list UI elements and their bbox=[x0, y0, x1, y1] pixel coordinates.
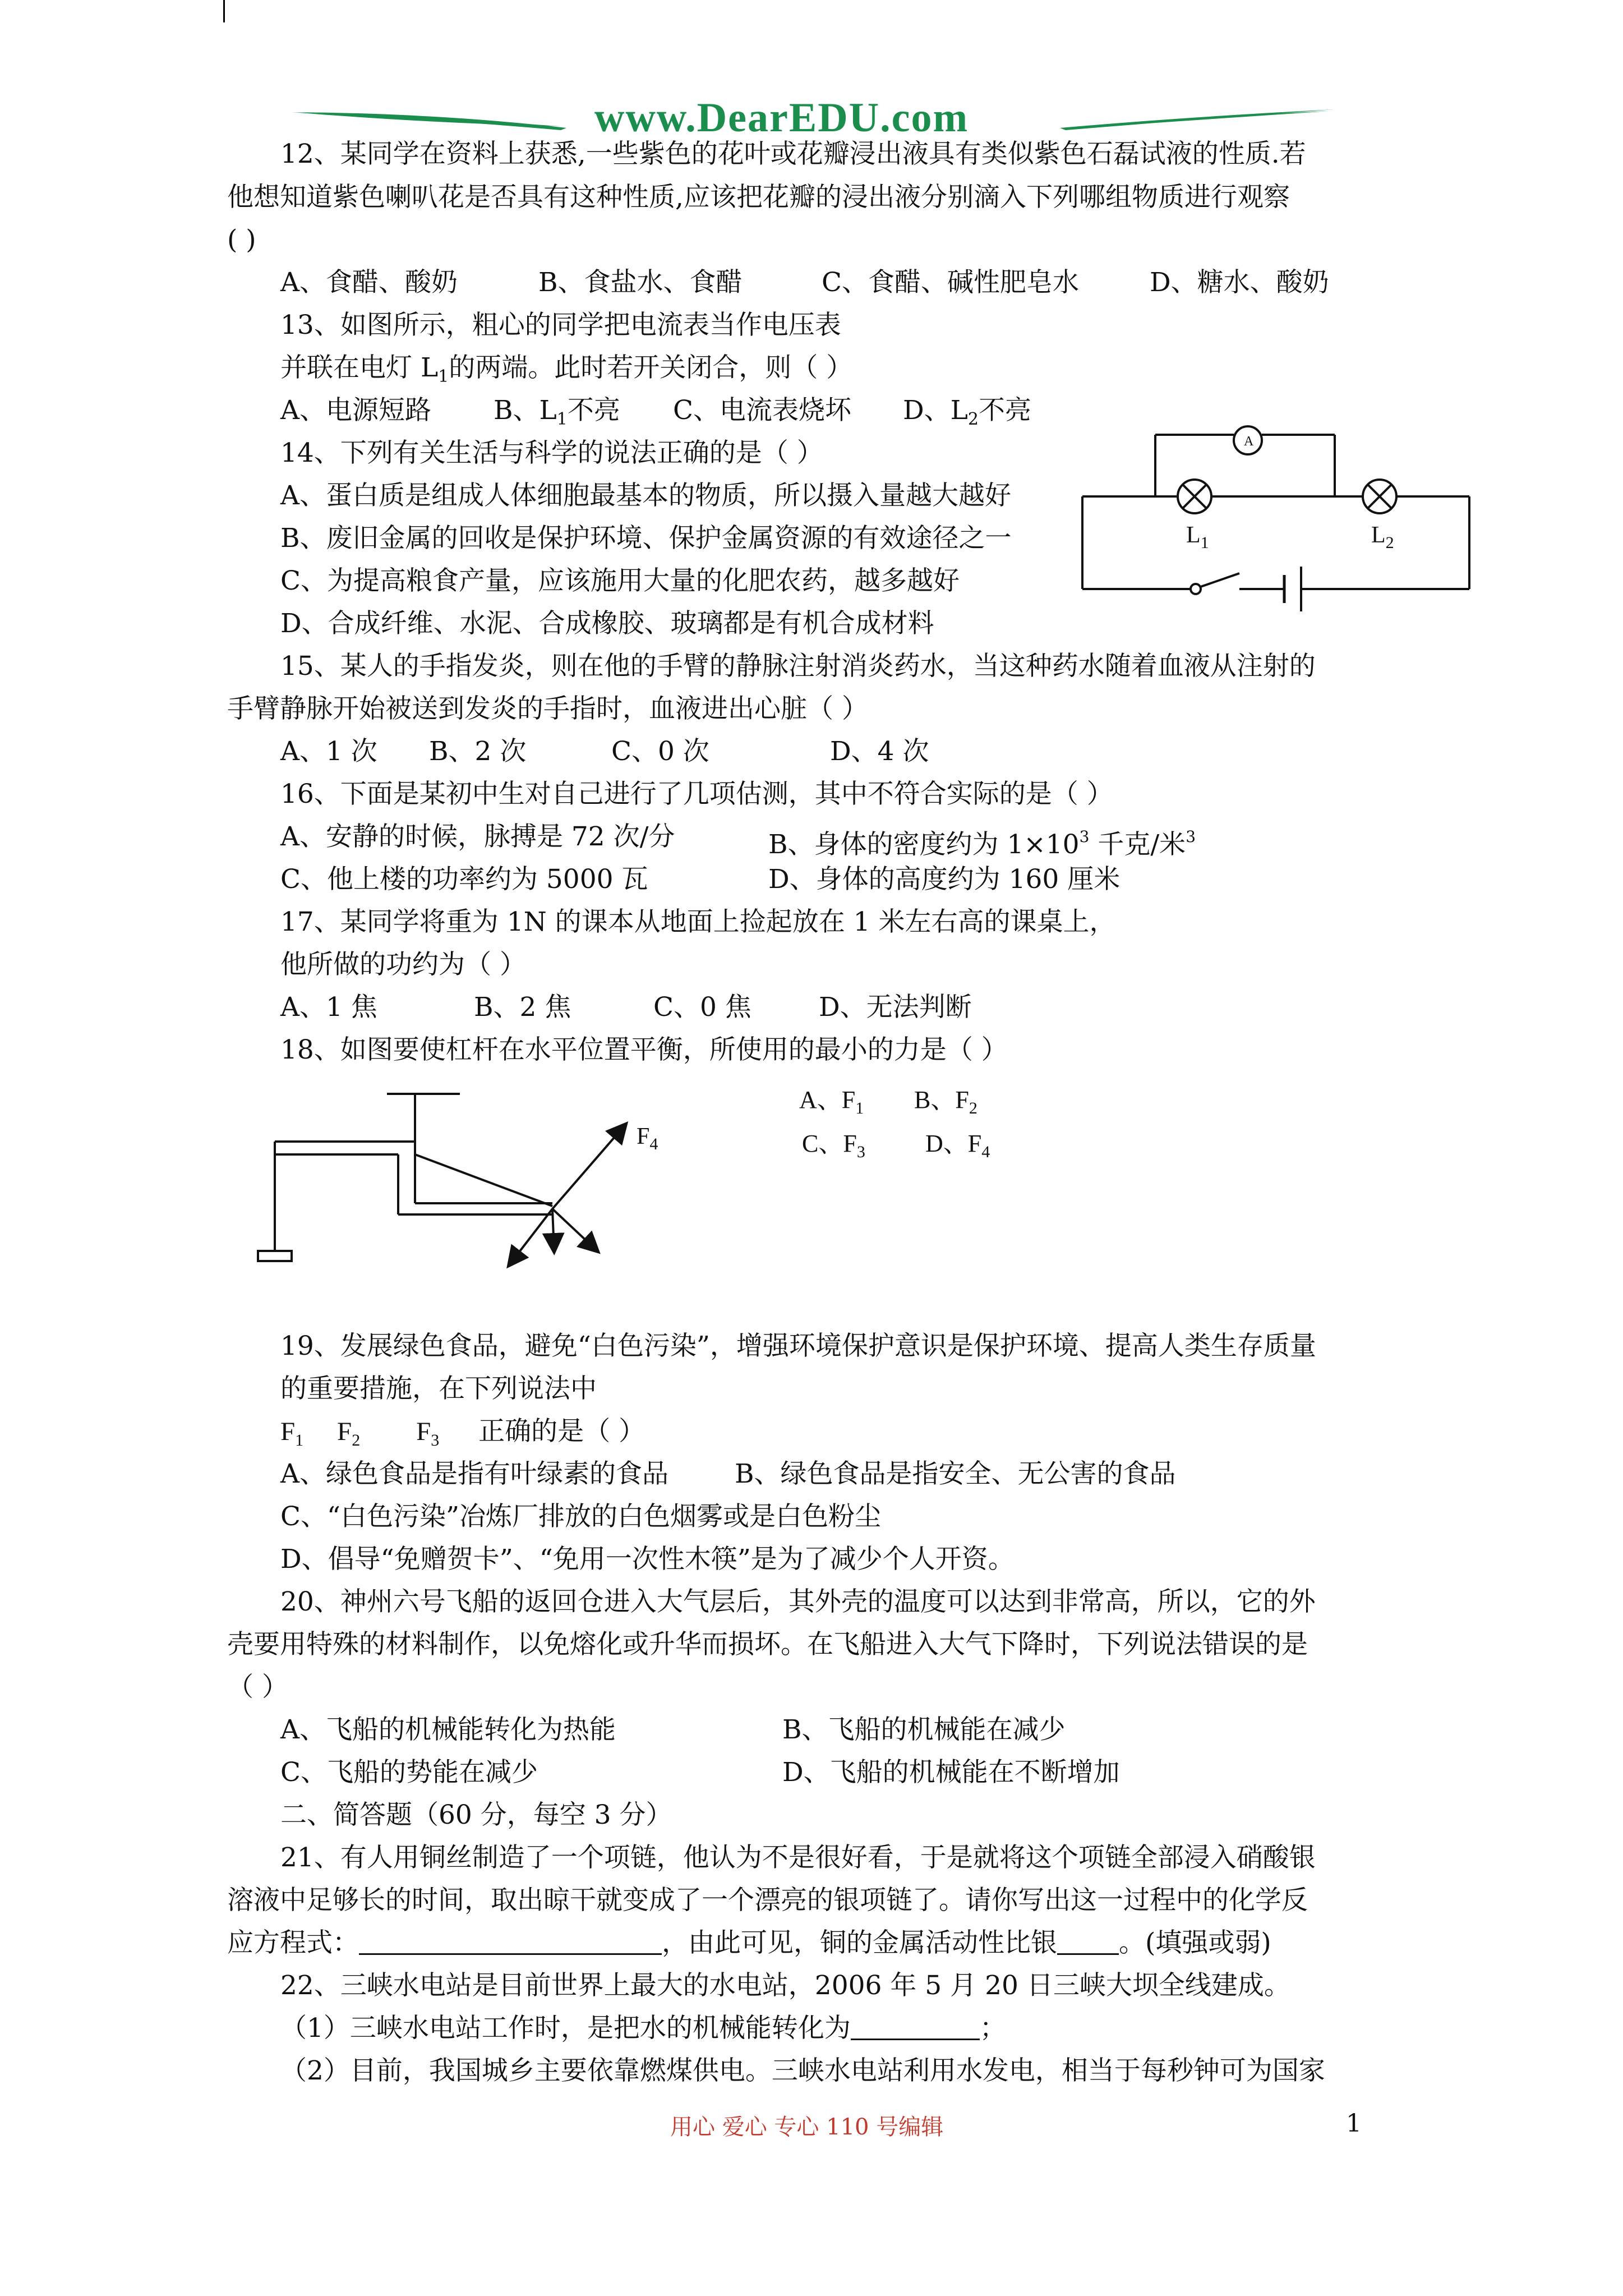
q20-option-d: D、飞船的机械能在不断增加 bbox=[782, 1757, 1120, 1788]
q18-option-c: C、$F_3$ bbox=[802, 1130, 865, 1161]
q17-line2: 他所做的功约为（ ） bbox=[280, 949, 526, 980]
site-name[interactable]: www.DearEDU.com bbox=[594, 95, 969, 141]
q19-option-c: C、“白色污染”冶炼厂排放的白色烟雾或是白色粉尘 bbox=[280, 1501, 882, 1532]
q20-option-b: B、飞船的机械能在减少 bbox=[782, 1714, 1066, 1745]
q15-option-b: B、2 次 bbox=[429, 736, 527, 767]
page-footer: 用心 爱心 专心 110 号编辑 bbox=[670, 2114, 944, 2140]
q13-option-d: D、$L_2$不亮 bbox=[903, 395, 1031, 429]
q18-option-b: B、$F_2$ bbox=[914, 1086, 978, 1117]
q16-option-d: D、身体的高度约为 160 厘米 bbox=[768, 864, 1121, 895]
lever-diagram bbox=[247, 1083, 658, 1296]
f1-label: $F_1$ bbox=[280, 1417, 304, 1450]
q12-line2: 他想知道紫色喇叭花是否具有这种性质,应该把花瓣的浸出液分别滴入下列哪组物质进行观察 bbox=[227, 182, 1290, 213]
q13-option-b: B、$L_1$不亮 bbox=[494, 395, 620, 429]
q15-option-c: C、0 次 bbox=[611, 736, 709, 767]
q21-line1: 21、有人用铜丝制造了一个项链，他认为不是很好看，于是就将这个项链全部浸入硝酸银 bbox=[280, 1842, 1316, 1873]
ammeter-label: A bbox=[1244, 434, 1254, 449]
q20-line1: 20、神州六号飞船的返回仓进入大气层后，其外壳的温度可以达到非常高，所以，它的外 bbox=[280, 1586, 1316, 1617]
q12-option-d: D、糖水、酸奶 bbox=[1150, 267, 1329, 298]
site-header-logo bbox=[292, 95, 1335, 141]
q15-option-d: D、4 次 bbox=[830, 736, 929, 767]
q19-option-b: B、绿色食品是指安全、无公害的食品 bbox=[735, 1458, 1176, 1489]
q20-option-c: C、飞船的势能在减少 bbox=[280, 1757, 538, 1788]
q12-option-c: C、食醋、碱性肥皂水 bbox=[822, 267, 1079, 298]
q14-line1: 14、下列有关生活与科学的说法正确的是（ ） bbox=[280, 438, 823, 468]
lamp-l1-label: $L_1$ bbox=[1186, 522, 1209, 552]
q16-option-c: C、他上楼的功率约为 5000 瓦 bbox=[280, 864, 648, 895]
q18-option-d: D、$F_4$ bbox=[925, 1130, 990, 1161]
q17-option-b: B、2 焦 bbox=[474, 992, 571, 1023]
q16-option-a: A、安静的时候，脉搏是 72 次/分 bbox=[280, 821, 675, 852]
q15-line2: 手臂静脉开始被送到发炎的手指时，血液进出心脏（ ） bbox=[227, 693, 868, 724]
q19-option-a: A、绿色食品是指有叶绿素的食品 bbox=[280, 1458, 668, 1489]
q12-option-b: B、食盐水、食醋 bbox=[538, 267, 743, 298]
q14-option-d: D、合成纤维、水泥、合成橡胶、玻璃都是有机合成材料 bbox=[280, 608, 934, 639]
q15-line1: 15、某人的手指发炎，则在他的手臂的静脉注射消炎药水，当这种药水随着血液从注射的 bbox=[280, 651, 1316, 682]
q12-option-a: A、食醋、酸奶 bbox=[280, 267, 458, 298]
q14-option-b: B、废旧金属的回收是保护环境、保护金属资源的有效途径之一 bbox=[280, 523, 1012, 554]
q22-blank-energy[interactable] bbox=[851, 2014, 980, 2040]
q19-line3: $F_1$ $F_2$ $F_3$ 正确的是（ ） bbox=[280, 1416, 645, 1450]
q21-line3: 应方程式： ，由此可见，铜的金属活动性比银 。(填强或弱) bbox=[227, 1927, 1271, 1958]
q19-option-d: D、倡导“免赠贺卡”、“免用一次性木筷”是为了减少个人开资。 bbox=[280, 1544, 1015, 1575]
q14-option-a: A、蛋白质是组成人体细胞最基本的物质，所以摄入量越大越好 bbox=[280, 480, 1011, 511]
q16-option-b: B、身体的密度约为 $1\times 10^3$ 千克/米$^3$ bbox=[768, 827, 1196, 860]
q20-line2: 壳要用特殊的材料制作，以免熔化或升华而损坏。在飞船进入大气下降时，下列说法错误的是 bbox=[227, 1629, 1308, 1660]
q17-option-a: A、1 焦 bbox=[280, 992, 377, 1023]
q13-option-c: C、电流表烧坏 bbox=[673, 395, 851, 426]
q19-line2: 的重要措施，在下列说法中 bbox=[280, 1373, 597, 1404]
q21-line2: 溶液中足够长的时间，取出晾干就变成了一个漂亮的银项链了。请你写出这一过程中的化学反 bbox=[227, 1885, 1308, 1916]
q20-line3: （ ） bbox=[227, 1672, 288, 1703]
q21-blank-equation[interactable] bbox=[359, 1929, 662, 1955]
q18-option-a: A、$F_1$ bbox=[799, 1086, 864, 1117]
q13-line1: 13、如图所示，粗心的同学把电流表当作电压表 bbox=[280, 310, 841, 341]
q22-line1: 22、三峡水电站是目前世界上最大的水电站，2006 年 5 月 20 日三峡大坝全线建成。 bbox=[280, 1970, 1290, 2001]
f3-label: $F_3$ bbox=[416, 1417, 440, 1450]
f2-label: $F_2$ bbox=[337, 1417, 361, 1450]
circuit-diagram bbox=[1077, 409, 1481, 623]
corner-mark bbox=[223, 0, 225, 22]
page-number: 1 bbox=[1346, 2109, 1362, 2138]
section-2-heading: 二、简答题（60 分，每空 3 分） bbox=[280, 1800, 672, 1830]
q16-line1: 16、下面是某初中生对自己进行了几项估测，其中不符合实际的是（ ） bbox=[280, 779, 1113, 809]
q14-option-c: C、为提高粮食产量，应该施用大量的化肥农药，越多越好 bbox=[280, 565, 960, 596]
q20-option-a: A、飞船的机械能转化为热能 bbox=[280, 1714, 616, 1745]
q13-option-a: A、电源短路 bbox=[280, 395, 431, 426]
lamp-l2-label: $L_2$ bbox=[1371, 522, 1394, 552]
q21-blank-activity[interactable] bbox=[1057, 1929, 1119, 1955]
q17-line1: 17、某同学将重为 1N 的课本从地面上捡起放在 1 米左右高的课桌上， bbox=[280, 907, 1116, 937]
q22-part2: （2）目前，我国城乡主要依靠燃煤供电。三峡水电站利用水发电，相当于每秒钟可为国家 bbox=[280, 2055, 1325, 2086]
q15-option-a: A、1 次 bbox=[280, 736, 377, 767]
q12-line3: ( ) bbox=[227, 224, 256, 255]
q22-part1: （1）三峡水电站工作时，是把水的机械能转化为 ； bbox=[280, 2013, 1006, 2044]
q18-line1: 18、如图要使杠杆在水平位置平衡，所使用的最小的力是（ ） bbox=[280, 1034, 1008, 1065]
q19-line1: 19、发展绿色食品，避免“白色污染”，增强环境保护意识是保护环境、提高人类生存质量 bbox=[280, 1331, 1316, 1361]
q12-line1: 12、某同学在资料上获悉,一些紫色的花叶或花瓣浸出液具有类似紫色石磊试液的性质.若 bbox=[280, 139, 1306, 169]
q13-line2: 并联在电灯 $L_1$的两端。此时若开关闭合，则（ ） bbox=[280, 352, 853, 386]
q17-option-d: D、无法判断 bbox=[819, 992, 972, 1023]
q17-option-c: C、0 焦 bbox=[653, 992, 751, 1023]
force-f4-label: $F_4$ bbox=[637, 1124, 658, 1153]
